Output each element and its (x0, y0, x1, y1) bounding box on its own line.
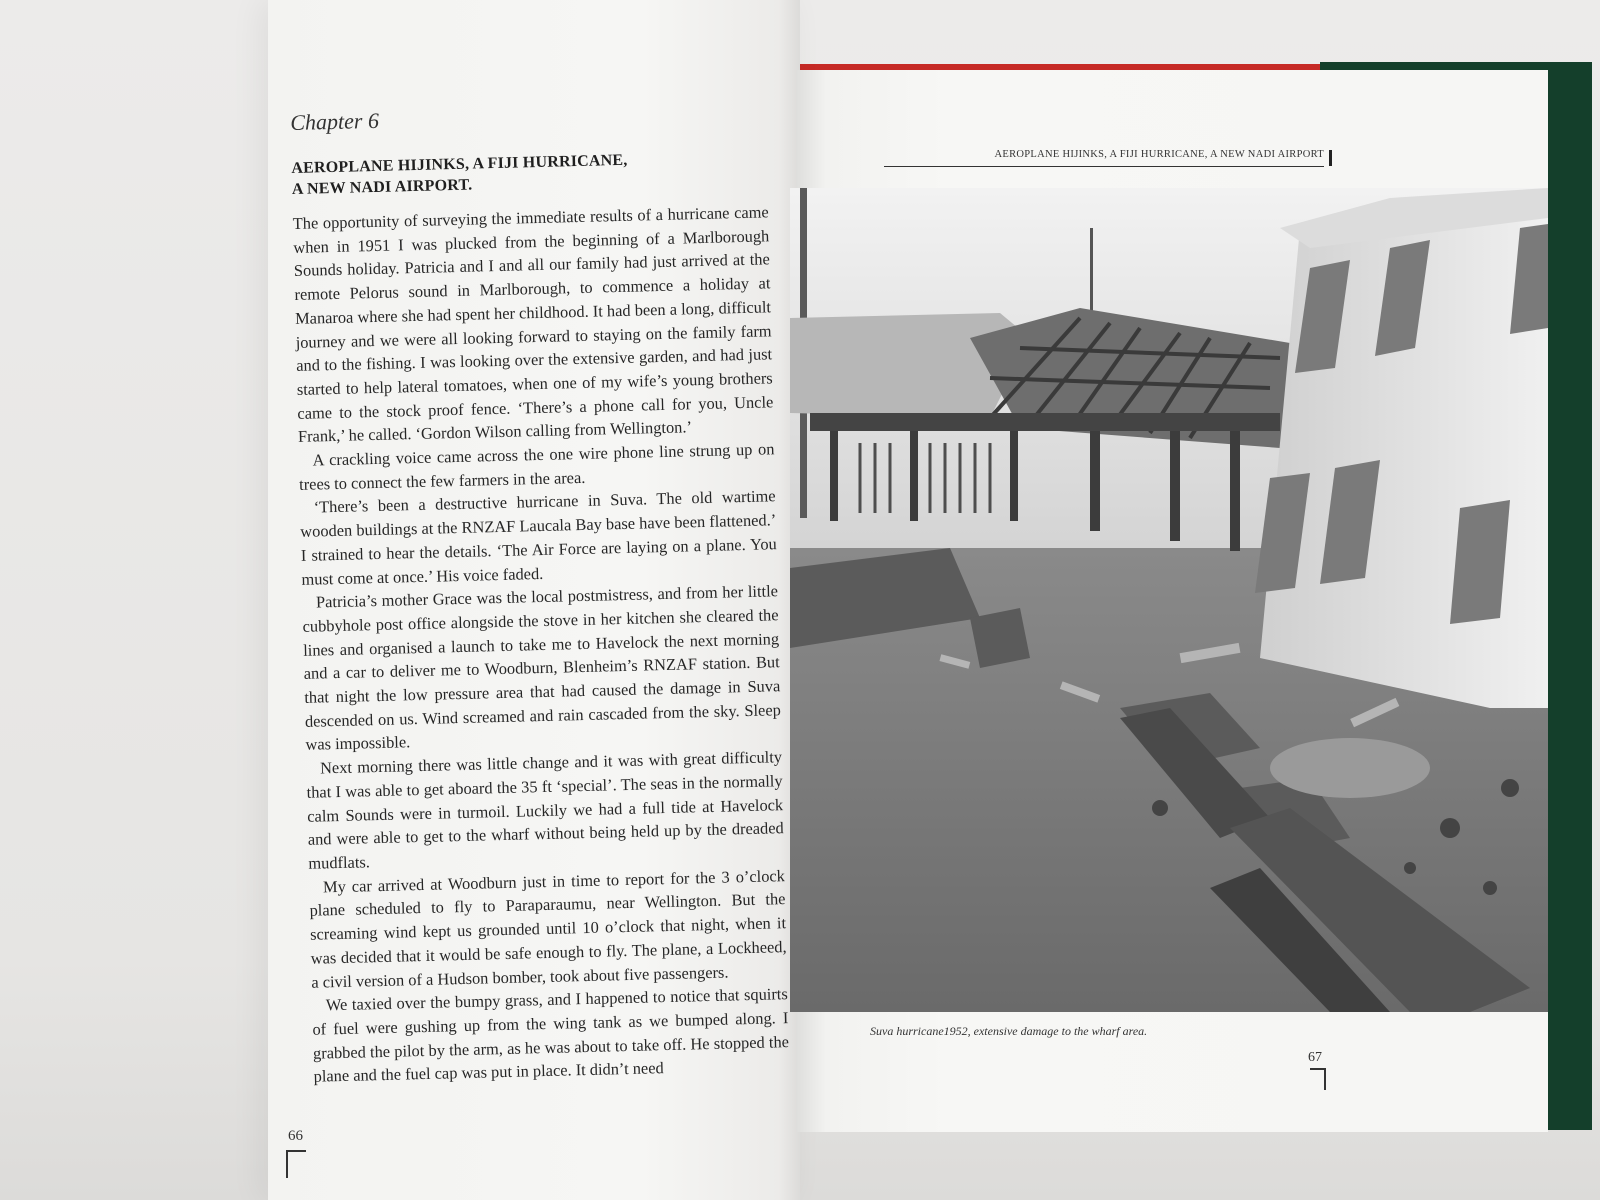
page-number-right: 67 (1308, 1050, 1322, 1065)
paragraph: Patricia’s mother Grace was the local postmistress, and from her little cubbyhole post office alongside the stove in her kitchen she cleared the lines and organised a launch to take me to Havelock the next morning and a car to deliver me to Woodburn, Blenheim’s RNZAF station. But that night the low pressure area that had caused the damage in Suva descended on us. Wind screamed and rain cascaded from the sky. Sleep was impossible. (302, 581, 782, 755)
corner-mark-left (286, 1150, 306, 1178)
paragraph: The opportunity of surveying the immediate results of a hurricane came when in 1951 I was plucked from the beginning of a Marlborough Sounds holiday. Patricia and I and all our family had just arrived at the remote Pelorus sound in Marlborough, to commence a holiday at Manaroa where she had spent her childhood. It had been a long, difficult journey and we were all looking forward to staying on the family farm and to the fishing. I was looking over the extensive garden, and had just started to help lateral tomatoes, when one of my wife’s young brothers came to the stock proof fence. ‘There’s a phone call for you, Uncle Frank,’ he called. ‘Gordon Wilson calling from Wellington.’ (292, 202, 774, 447)
running-head (884, 148, 1324, 167)
paragraph: A crackling voice came across the one wire phone line strung up on trees to connect the few farmers in the area. (298, 439, 775, 494)
paragraph: Next morning there was little change and it was with great difficulty that I was able to get aboard the 35 ft ‘special’. The seas in the normally calm Sounds were in turmoil. Luckily we had a full tide at Havelock and were able to get to the wharf without being held up by the dreaded mudflats. (306, 747, 784, 873)
chapter-label: Chapter 6 (290, 107, 380, 135)
chapter-title-line-2: A NEW NADI AIRPORT. (291, 176, 473, 198)
left-page (268, 0, 800, 1200)
paragraph: My car arrived at Woodburn just in time to report for the 3 o’clock plane scheduled to fly to Paraparaumu, near Wellington. But the screaming wind kept us grounded until 10 o’clock that night, when it was decided that it would be safe enough to fly. The plane, a Lockheed, a civil version of a Hudson bomber, took about five passengers. (309, 865, 787, 992)
chapter-title-line-1: AEROPLANE HIJINKS, A FIJI HURRICANE, (291, 151, 628, 177)
corner-mark-right (1310, 1068, 1326, 1090)
hurricane-damaged-wharf-photo (790, 188, 1548, 1012)
running-head-text: AEROPLANE HIJINKS, A FIJI HURRICANE, A NEW NADI AIRPORT (994, 149, 1324, 160)
chapter-title (291, 146, 768, 200)
right-page (796, 70, 1548, 1132)
body-text (292, 200, 789, 1088)
paragraph: ‘There’s been a destructive hurricane in Suva. The old wartime wooden buildings at the RNZAF Laucala Bay base have been flattened.’ I strained to hear the details. ‘The Air Force are laying on a plane. You must come at once.’ His voice faded. (300, 486, 777, 589)
page-number-left: 66 (288, 1128, 303, 1144)
left-page-content (290, 98, 790, 1088)
paragraph: We taxied over the bumpy grass, and I happened to notice that squirts of fuel were gushing up from the wing tank as we bumped along. I grabbed the pilot by the arm, as he was about to take off. He stopped the plane and the fuel cap was put in place. It didn’t need (312, 984, 790, 1087)
photo-caption: Suva hurricane1952, extensive damage to the wharf area. (870, 1024, 1148, 1038)
photo-illustration (790, 188, 1548, 1012)
running-head-bar (1329, 150, 1332, 166)
